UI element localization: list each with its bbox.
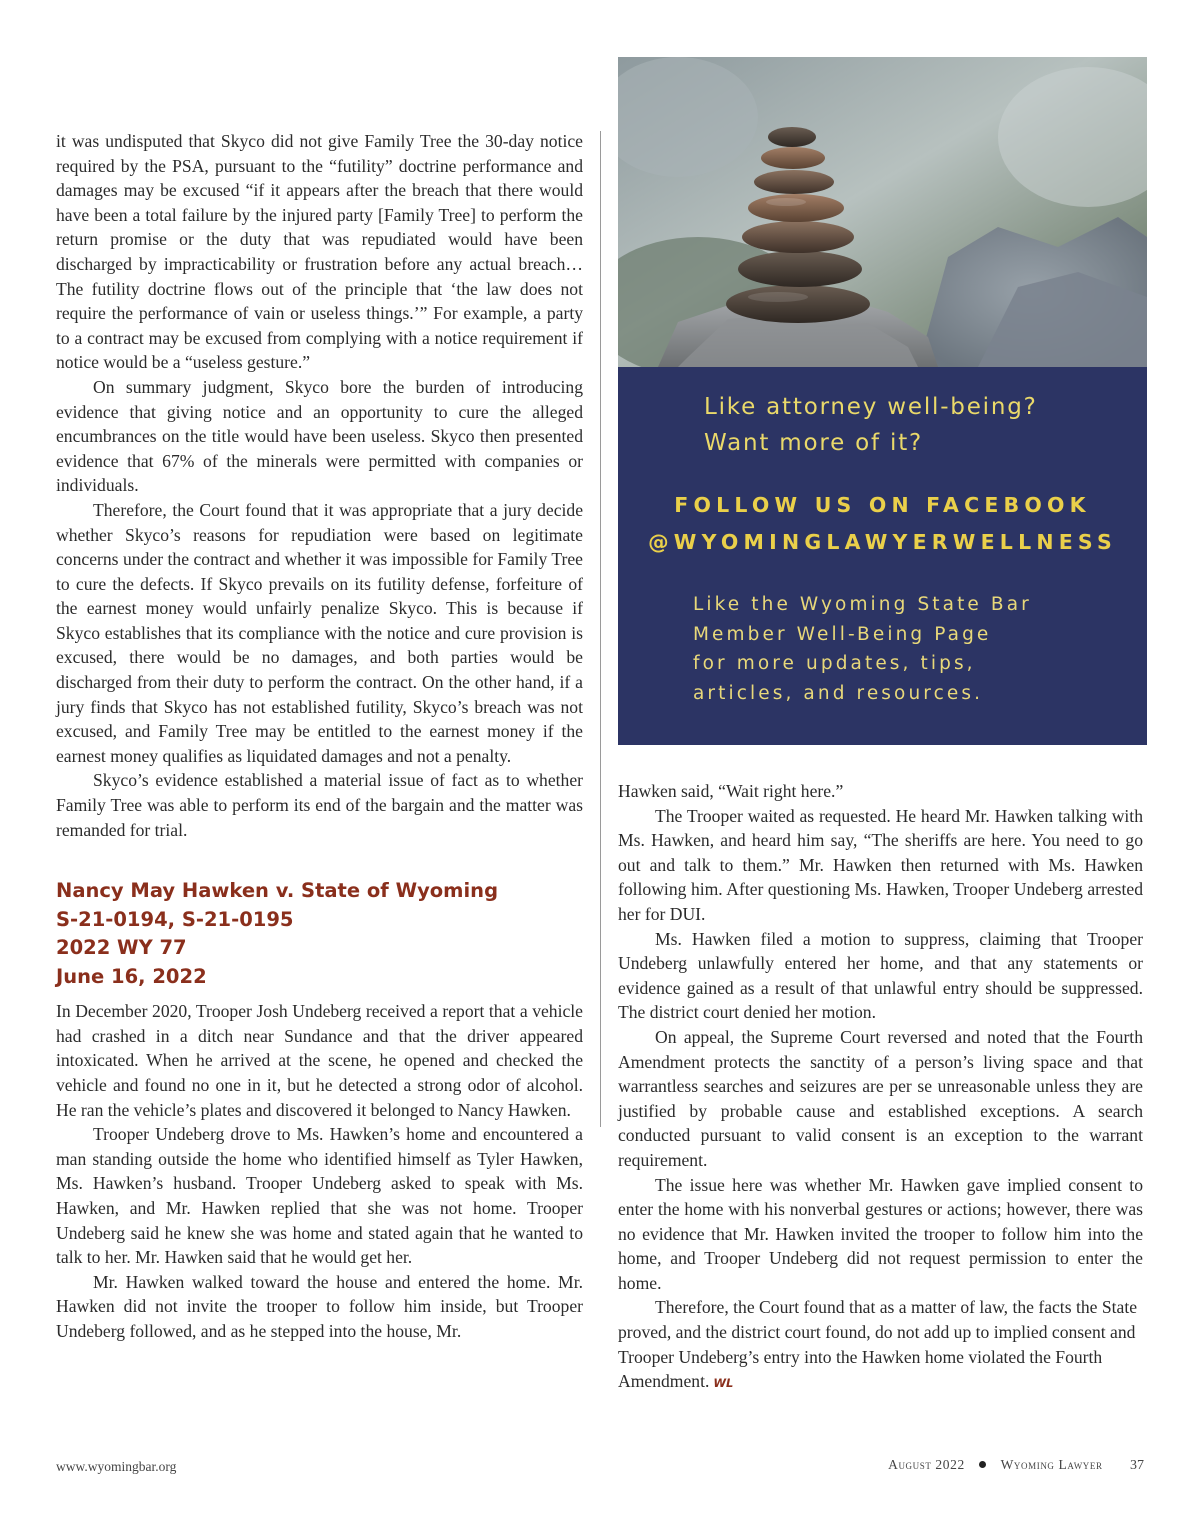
column-divider: [600, 131, 601, 1127]
footer-publication: Wyoming Lawyer: [1000, 1457, 1103, 1472]
paragraph: The Trooper waited as requested. He heard Mr. Hawken talking with Ms. Hawken, and heard him say, “The sheriffs are here. You need to go out and talk to them.” Mr. Hawken then returned with Ms. Hawken following him. After questioning Ms. Hawken, Trooper Undeberg arrested her for DUI.: [618, 805, 1143, 924]
case-heading: [56, 877, 583, 991]
stacked-stones-photo: [618, 57, 1147, 367]
footer-url[interactable]: www.wyomingbar.org: [56, 1459, 177, 1474]
paragraph-text: Therefore, the Court found that as a matter of law, the facts the State proved, and the district court found, do not add up to implied consent and Trooper Undeberg’s entry into the Hawken home violated the Fourth Amendment.: [618, 1297, 1138, 1392]
case-citation: 2022 WY 77: [56, 936, 187, 960]
ad-headline-line: Like attorney well-being?: [704, 394, 1038, 420]
ad-text-panel: [618, 367, 1147, 745]
paragraph: The issue here was whether Mr. Hawken gave implied consent to enter the home with his nonverbal gestures or actions; however, there was no evidence that Mr. Hawken invited the trooper to follow him into the home, and Trooper Undeberg did not request permission to enter the home.: [618, 1174, 1143, 1293]
ad-headline-line: Want more of it?: [704, 430, 924, 456]
paragraph: In December 2020, Trooper Josh Undeberg received a report that a vehicle had crashed in a ditch near Sundance and that the driver appeared intoxicated. When he arrived at the scene, he opened and checked the vehicle and found no one in it, but he detected a strong odor of alcohol. He ran the vehicle’s plates and discovered it belonged to Nancy Hawken.: [56, 1001, 583, 1120]
footer-issue: August 2022: [888, 1457, 965, 1472]
case-title: Nancy May Hawken v. State of Wyoming: [56, 879, 499, 903]
paragraph: it was undisputed that Skyco did not give Family Tree the 30-day notice required by the PSA, pursuant to the “futility” doctrine performance and damages may be excused “if it appears after the breach that there would have been a total failure by the injured party [Family Tree] to perform the return promise or the duty that was repudiated would have been discharged by impracticability or frustration before any actual breach…The futility doctrine flows out of the principle that ‘the law does not require the performance of vain or useless things.’” For example, a party to a contract may be excused from complying with a notice requirement if notice would be a “useless gesture.”: [56, 131, 583, 373]
footer-issue-info: [888, 1457, 1144, 1474]
paragraph: On appeal, the Supreme Court reversed and noted that the Fourth Amendment protects the sanctity of a person’s living space and that warrantless searches and seizures are per se unreasonable unless they are justified by probable cause and established exceptions. A search conducted pursuant to valid consent is an exception to the warrant requirement.: [618, 1026, 1143, 1170]
end-mark: WL: [713, 1376, 734, 1391]
page-number: 37: [1130, 1458, 1144, 1473]
paragraph: Skyco’s evidence established a material issue of fact as to whether Family Tree was able to perform its end of the bargain and the matter was remanded for trial.: [56, 770, 583, 840]
wellness-advertisement[interactable]: [618, 57, 1147, 745]
paragraph: On summary judgment, Skyco bore the burden of introducing evidence that giving notice and an opportunity to cure the alleged encumbrances on the title would have been useless. Skyco then presented evidence that 67% of the minerals were permitted with companies or individuals.: [56, 376, 583, 496]
case-date: June 16, 2022: [56, 964, 207, 988]
paragraph-final: [618, 1295, 1143, 1395]
ad-headline: [704, 389, 1038, 461]
right-column: [618, 779, 1143, 1396]
ad-facebook-handle[interactable]: @WYOMINGLAWYERWELLNESS: [648, 530, 1117, 554]
paragraph: Hawken said, “Wait right here.”: [618, 781, 844, 801]
bullet-icon: [979, 1461, 986, 1468]
paragraph: Ms. Hawken filed a motion to suppress, claiming that Trooper Undeberg unlawfully entered her home, and that any statements or evidence gained as a result of that unlawful entry should be suppressed. The district court denied her motion.: [618, 928, 1143, 1023]
ad-follow-line: FOLLOW US ON FACEBOOK: [674, 493, 1091, 517]
ad-body-line: Member Well-Being Page: [693, 623, 992, 645]
ad-body-line: Like the Wyoming State Bar: [693, 594, 1032, 615]
paragraph: Therefore, the Court found that it was appropriate that a jury decide whether Skyco’s reasons for repudiation were based on legitimate concerns under the contract and whether it was impossible for Family Tree to cure the defects. If Skyco prevails on its futility defense, forfeiture of the earnest money would unfairly penalize Skyco. This is because if Skyco establishes that its compliance with the notice and cure provision is excused, there would be no damages, and both parties would be discharged from their duty to perform the contract. On the other hand, if a jury finds that Skyco has not established futility, Skyco’s breach was not excused, and Family Tree may be entitled to the earnest money if the earnest money qualifies as liquidated damages and not a penalty.: [56, 499, 583, 766]
case-docket: S-21-0194, S-21-0195: [56, 907, 294, 931]
ad-body-line: articles, and resources.: [693, 682, 984, 704]
ad-follow-callout: [618, 487, 1147, 561]
ad-body-line: for more updates, tips,: [693, 653, 976, 674]
ad-body: [693, 590, 1032, 708]
paragraph: Mr. Hawken walked toward the house and entered the home. Mr. Hawken did not invite the trooper to follow him inside, but Trooper Undeberg followed, and as he stepped into the house, Mr.: [56, 1271, 583, 1341]
paragraph: Trooper Undeberg drove to Ms. Hawken’s home and encountered a man standing outside the home who identified himself as Tyler Hawken, Ms. Hawken’s husband. Trooper Undeberg asked to speak with Ms. Hawken, and Mr. Hawken replied that she was not home. Trooper Undeberg said he knew she was home and stated again that he wanted to talk to her. Mr. Hawken said that he would get her.: [56, 1124, 583, 1268]
left-column: [56, 129, 583, 1344]
